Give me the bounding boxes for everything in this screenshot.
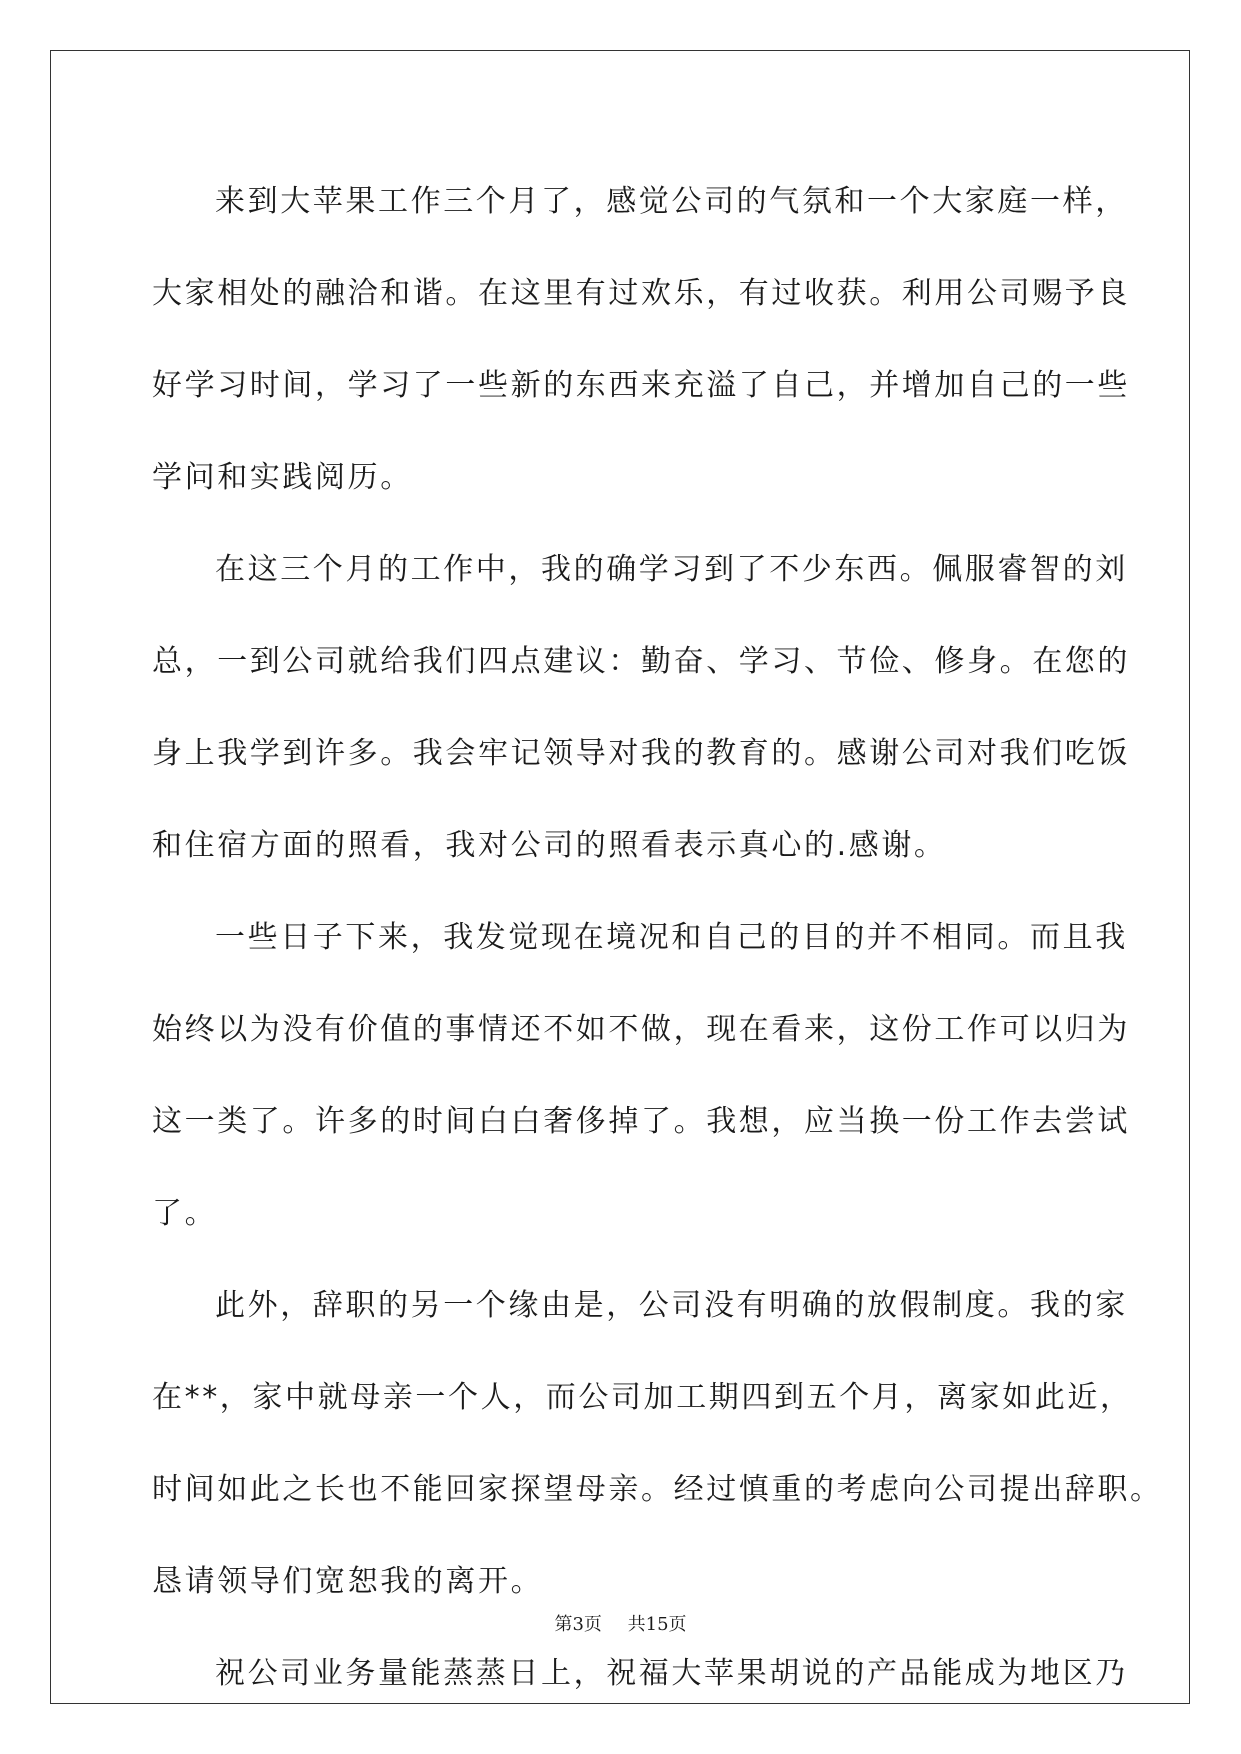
text-line: 学问和实践阅历。 <box>152 460 413 495</box>
document-body <box>152 156 1163 1720</box>
text-line: 一些日子下来，我发觉现在境况和自己的目的并不相同。而且我 <box>215 920 1128 955</box>
text-line: 这一类了。许多的时间白白奢侈掉了。我想，应当换一份工作去尝试 <box>152 1104 1130 1139</box>
text-line: 在这三个月的工作中，我的确学习到了不少东西。佩服睿智的刘 <box>215 552 1128 587</box>
page-number: 第3页 <box>554 1614 602 1635</box>
text-line: 了。 <box>152 1196 218 1231</box>
text-line: 身上我学到许多。我会牢记领导对我的教育的。感谢公司对我们吃饭 <box>152 736 1130 771</box>
page-footer <box>0 1610 1241 1636</box>
page-total: 共15页 <box>627 1614 687 1635</box>
text-line: 时间如此之长也不能回家探望母亲。经过慎重的考虑向公司提出辞职。 <box>152 1472 1163 1507</box>
text-line: 总，一到公司就给我们四点建议：勤奋、学习、节俭、修身。在您的 <box>152 644 1130 679</box>
text-line: 和住宿方面的照看，我对公司的照看表示真心的.感谢。 <box>152 828 947 863</box>
text-line: 恳请领导们宽恕我的离开。 <box>152 1564 544 1599</box>
text-line: 始终以为没有价值的事情还不如不做，现在看来，这份工作可以归为 <box>152 1012 1130 1047</box>
text-line: 好学习时间，学习了一些新的东西来充溢了自己，并增加自己的一些 <box>152 368 1130 403</box>
text-line: 来到大苹果工作三个月了，感觉公司的气氛和一个大家庭一样， <box>215 184 1128 219</box>
text-line: 此外，辞职的另一个缘由是，公司没有明确的放假制度。我的家 <box>215 1288 1128 1323</box>
text-line: 祝公司业务量能蒸蒸日上，祝福大苹果胡说的产品能成为地区乃 <box>215 1656 1128 1691</box>
text-line: 在**，家中就母亲一个人，而公司加工期四到五个月，离家如此近， <box>152 1380 1133 1415</box>
text-line: 大家相处的融洽和谐。在这里有过欢乐，有过收获。利用公司赐予良 <box>152 276 1130 311</box>
